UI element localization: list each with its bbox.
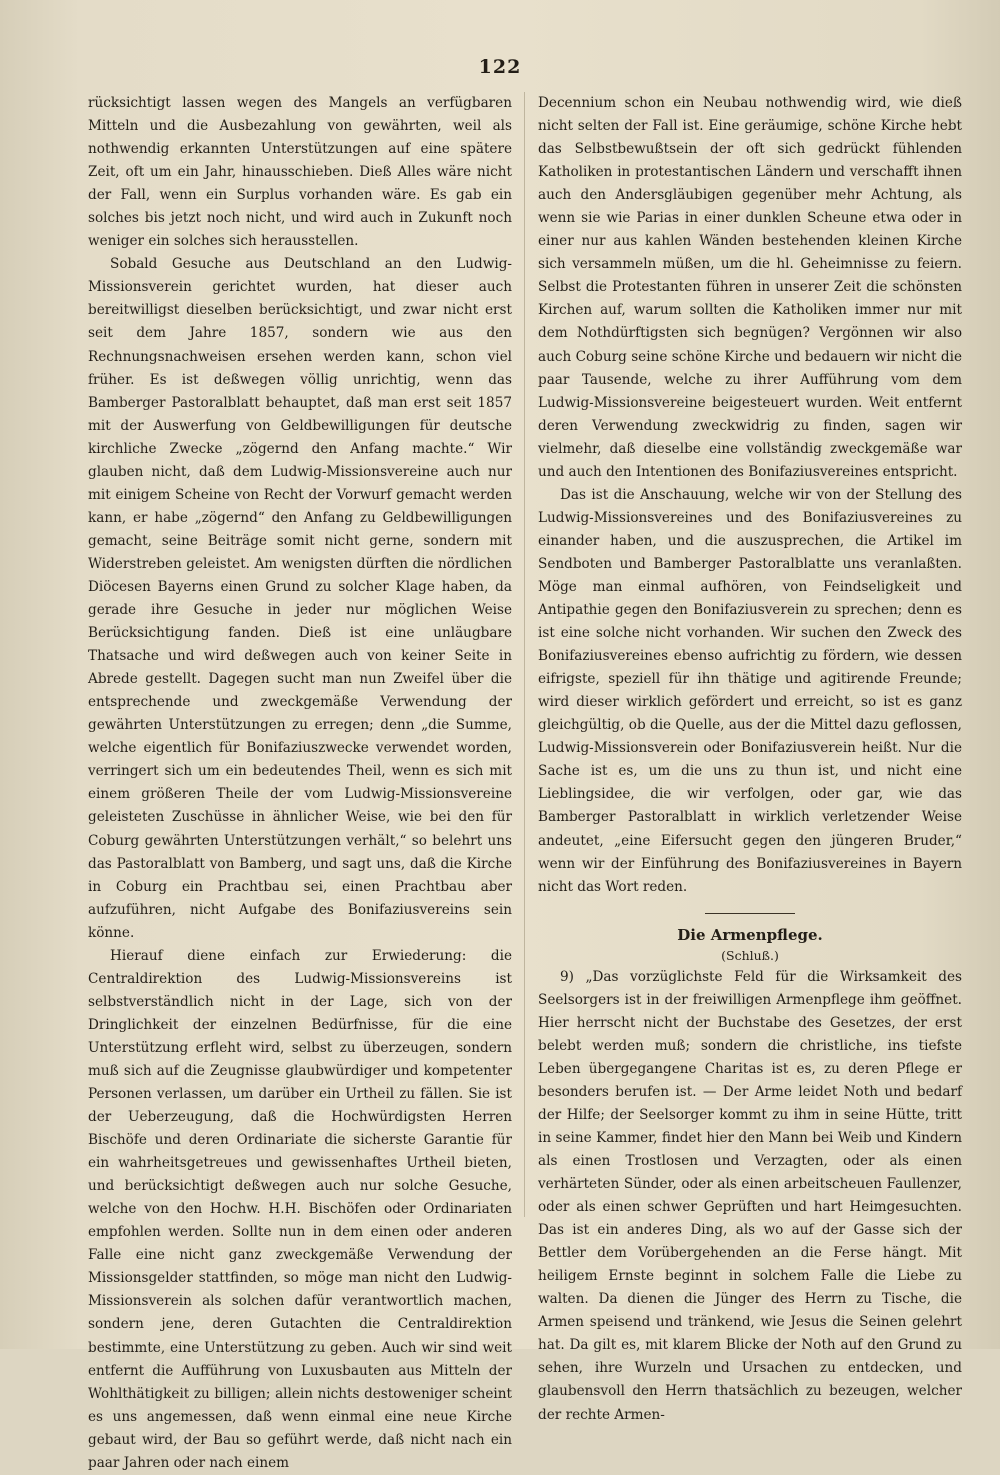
right-paragraph: Decennium schon ein Neubau nothwendig wird, wie dieß nicht selten der Fall ist. Eine geräumige, schöne Kirche hebt das Selbstbewußtsein der oft sich gedrückt fühlenden Katholiken in protestantischen Ländern und verschafft ihnen auch den Andersgläubigen gegenüber mehr Achtung, als wenn sie wie Parias in einer dunklen Scheune etwa oder in einer nur aus kahlen Wänden bestehenden kleinen Kirche sich versammeln müßen, um die hl. Geheimnisse zu feiern. Selbst die Protestanten führen in unserer Zeit die schönsten Kirchen auf, warum sollten die Katholiken immer nur mit dem Nothdürftigsten sich begnügen? Vergönnen wir also auch Coburg seine schöne Kirche und bedauern wir nicht die paar Tausende, welche zu ihrer Aufführung vom dem Ludwig-Missionsvereine beigesteuert wurden. Weit entfernt deren Verwendung zweckwidrig zu finden, sagen wir vielmehr, daß dieselbe eine vollständig zweckgemäße war und auch den Intentionen des Bonifaziusvereines entspricht. [538, 95, 962, 480]
left-paragraph: Hierauf diene einfach zur Erwiederung: die Centraldirektion des Ludwig-Missionsvereins ist selbstverständlich nicht in der Lage, sich von der Dringlichkeit der einzelnen Bedürfnisse, für die eine Unterstützung erfleht wird, selbst zu überzeugen, sondern muß sich auf die Zeugnisse glaubwürdiger und kompetenter Personen verlassen, um darüber ein Urtheil zu fällen. Sie ist der Ueberzeugung, daß die Hochwürdigsten Herren Bischöfe und deren Ordinariate die sicherste Garantie für ein wahrheitsgetreues und gewissenhaftes Urtheil bieten, und berücksichtigt deßwegen auch nur solche Gesuche, welche von den Hochw. H.H. Bischöfen oder Ordinariaten empfohlen werden. Sollte nun in dem einen oder anderen Falle eine nicht ganz zweckgemäße Verwendung der Missionsgelder stattfinden, so möge man nicht den Ludwig-Missionsverein als solchen dafür verantwortlich machen, sondern jene, deren Gutachten die Centraldirektion bestimmte, eine Unterstützung zu geben. Auch wir sind weit entfernt die Aufführung von Luxusbauten aus Mitteln der Wohlthätigkeit zu billigen; allein nichts destoweniger scheint es uns angemessen, daß wenn einmal eine neue Kirche gebaut wird, der Bau so geführt werde, daß nicht nach ein paar Jahren oder nach einem [88, 947, 512, 1471]
section-subtitle: (Schluß.) [721, 947, 779, 963]
page-number: 122 [478, 56, 522, 78]
column-divider [524, 92, 525, 1217]
section-title: Die Armenpflege. [677, 925, 823, 944]
right-paragraph: Das ist die Anschauung, welche wir von der Stellung des Ludwig-Missionsvereines und des Bonifaziusvereines zu einander haben, und die auszusprechen, die Artikel im Sendboten und Bamberger Pastoralblatte uns veranlaßten. Möge man einmal aufhören, von Feindseligkeit und Antipathie gegen den Bonifaziusverein zu sprechen; denn es ist eine solche nicht vorhanden. Wir suchen den Zweck des Bonifaziusvereines ebenso aufrichtig zu fördern, wie dessen eifrigste, speziell für ihn thätige und agitirende Freunde; wird dieser wirklich gefördert und erreicht, so ist es ganz gleichgültig, ob die Quelle, aus der die Mittel dazu geflossen, Ludwig-Missionsverein oder Bonifaziusverein heißt. Nur die Sache ist es, um die uns zu thun ist, und nicht eine Lieblingsidee, die wir verfolgen, oder gar, wie das Bamberger Pastoralblatt in wirklich verletzender Weise andeutet, „eine Eifersucht gegen den jüngeren Bruder,“ wenn wir der Einführung des Bonifaziusvereines in Bayern nicht das Wort reden. [538, 486, 962, 895]
left-paragraph: rücksichtigt lassen wegen des Mangels an verfügbaren Mitteln und die Ausbezahlung von gewährten, weil als nothwendig erkannten Unterstützungen auf eine spätere Zeit, oft um ein Jahr, hinausschieben. Dieß Alles wäre nicht der Fall, wenn ein Surplus vorhanden wäre. Es gab ein solches bis jetzt noch nicht, und wird auch in Zukunft noch weniger ein solches sich herausstellen. [88, 95, 512, 250]
left-column [88, 92, 512, 1475]
section-paragraph: 9) „Das vorzüglichste Feld für die Wirksamkeit des Seelsorgers ist in der freiwilligen Armenpflege ihm geöffnet. Hier herrscht nicht der Buchstabe des Gesetzes, der erst belebt werden muß; sondern die christliche, ins tiefste Leben übergegangene Charitas ist es, zu deren Pflege er besonders berufen ist. — Der Arme leidet Noth und bedarf der Hilfe; der Seelsorger kommt zu ihm in seine Hütte, tritt in seine Kammer, findet hier den Mann bei Weib und Kindern als einen Trostlosen und Verzagten, oder als einen verhärteten Sünder, oder als einen arbeitscheuen Faullenzer, oder als einen schwer Geprüften und hart Heimgesuchten. Das ist ein anderes Ding, als wo auf der Gasse sich der Bettler dem Vorübergehenden an die Ferse hängt. Mit heiligem Ernste beginnt in solchem Falle die Liebe zu walten. Da dienen die Jünger des Herrn zu Tische, die Armen speisend und tränkend, wie Jesus die Seinen gelehrt hat. Da gilt es, mit klarem Blicke der Noth auf den Grund zu sehen, ihre Wurzeln und Ursachen zu entdecken, und glaubensvoll den Herrn thatsächlich zu bezeugen, welcher der rechte Armen- [538, 968, 962, 1423]
section-separator [705, 913, 795, 914]
right-column [538, 92, 962, 1427]
left-paragraph: Sobald Gesuche aus Deutschland an den Ludwig-Missionsverein gerichtet wurden, hat dieser auch bereitwilligst dieselben berücksichtigt, und zwar nicht erst seit dem Jahre 1857, sondern wie aus den Rechnungsnachweisen ersehen werden kann, schon viel früher. Es ist deßwegen völlig unrichtig, wenn das Bamberger Pastoralblatt behauptet, daß man erst seit 1857 mit der Auswerfung von Geldbewilligungen für deutsche kirchliche Zwecke „zögernd den Anfang machte.“ Wir glauben nicht, daß dem Ludwig-Missionsvereine auch nur mit einigem Scheine von Recht der Vorwurf gemacht werden kann, er habe „zögernd“ den Anfang zu Geldbewilligungen gemacht, seine Beiträge somit nicht gerne, sondern mit Widerstreben geleistet. Am wenigsten dürften die nördlichen Diöcesen Bayerns einen Grund zu solcher Klage haben, da gerade ihre Gesuche in jeder nur möglichen Weise Berücksichtigung fanden. Dieß ist eine unläugbare Thatsache und wird deßwegen auch von keiner Seite in Abrede gestellt. Dagegen sucht man nun Zweifel über die entsprechende und zweckgemäße Verwendung der gewährten Unterstützungen zu erregen; denn „die Summe, welche eigentlich für Bonifaziuszwecke verwendet worden, verringert sich um ein bedeutendes Theil, wenn es sich mit einem größeren Theile der vom Ludwig-Missionsvereine geleisteten Zuschüsse in ähnlicher Weise, wie bei den für Coburg gewährten Unterstützungen verhält,“ so belehrt uns das Pastoralblatt von Bamberg, und sagt uns, daß die Kirche in Coburg ein Prachtbau sei, einen Prachtbau aber aufzuführen, nicht Aufgabe des Bonifaziusvereins sein könne. [88, 256, 512, 941]
